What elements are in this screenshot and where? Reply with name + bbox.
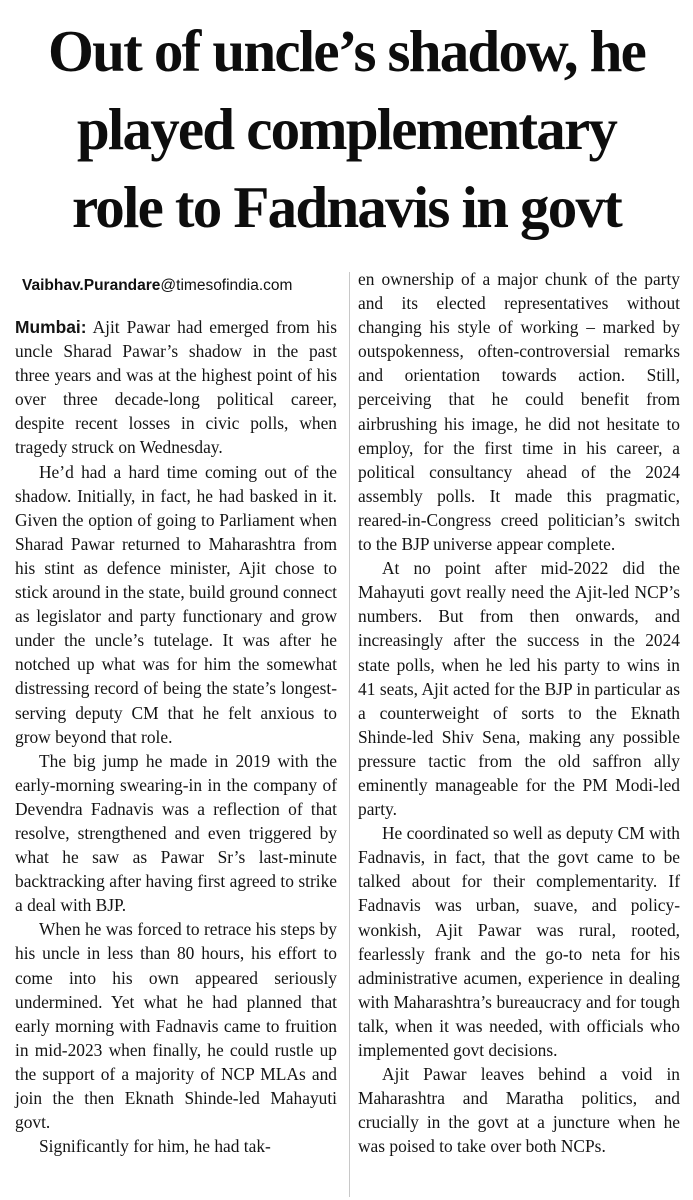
paragraph: He coordinated so well as deputy CM with Fadnavis, in fact, that the govt came to be talked about for their complementarity. If Fadnavis was urban, suave, and policy-wonkish, Ajit Pawar was rural, rooted, fearlessly frank and the go-to neta for his administrative acumen, experience in dealing with Maharashtra’s bureaucracy and for tough talk, when it was needed, with officials who implemented govt decisions.	[358, 823, 681, 1060]
paragraph: When he was forced to retrace his steps by his uncle in less than 80 hours, his effort to come into his own appeared seriously undermined. Yet what he had planned that early morning with Fadnavis came to fruition in mid-2023 when finally, he could rustle up the support of a majority of NCP MLAs and join the then Eknath Shinde-led Mahayuti govt.	[15, 919, 337, 1133]
paragraph	[15, 315, 337, 460]
paragraph: Ajit Pawar leaves behind a void in Maharashtra and Maratha politics, and crucially in the govt at a juncture when he was poised to take over both NCPs.	[358, 1064, 680, 1157]
paragraph: At no point after mid-2022 did the Mahayuti govt really need the Ajit-led NCP’s numbers. But from then onwards, and increasingly after the success in the 2024 state polls, when he led his party to wins in 41 seats, Ajit acted for the BJP in particular as a counterweight of sorts to the Eknath Shinde-led Shiv Sena, making any possible pressure tactic from the old saffron ally eminently manageable for the PM Modi-led party.	[358, 558, 680, 820]
byline-name: Vaibhav.Purandare	[22, 277, 161, 294]
headline-line: role to Fadnavis in govt	[71, 174, 622, 240]
headline-line: Out of uncle’s shadow, he	[48, 18, 645, 84]
dateline: Mumbai:	[15, 317, 87, 337]
right-column	[358, 267, 680, 1158]
byline-email-domain: @timesofindia.com	[160, 277, 293, 294]
column-divider	[349, 272, 350, 1197]
headline	[0, 12, 693, 246]
paragraph-text: Ajit Pawar had emerged from his uncle Sharad Pawar’s shadow in the past three years and was at the highest point of his over three decade-long political career, despite recent losses in civic polls, when tragedy struck on Wednesday.	[15, 317, 338, 458]
paragraph: Significantly for him, he had tak-	[39, 1136, 271, 1157]
left-column	[15, 315, 337, 1158]
byline	[22, 277, 292, 295]
paragraph: The big jump he made in 2019 with the early-morning swearing-in in the company of Devendra Fadnavis was a reflection of that resolve, strengthened and even triggered by what he saw as Pawar Sr’s last-minute backtracking after having first agreed to strike a deal with BJP.	[15, 750, 337, 916]
headline-line: played complementary	[76, 96, 617, 162]
paragraph-continuation: en ownership of a major chunk of the party and its elected representatives without changing his style of working – marked by outspokenness, often-controversial remarks and orientation towards action. Still, perceiving that he could benefit from airbrushing his image, he did not hesitate to employ, for the first time in his career, a political consultancy ahead of the 2024 assembly polls. It made this pragmatic, reared-in-Congress creed politician’s switch to the BJP universe appear complete.	[358, 269, 680, 555]
paragraph: He’d had a hard time coming out of the shadow. Initially, in fact, he had basked in it. Given the option of going to Parliament when Sharad Pawar returned to Maharashtra from his stint as defence minister, Ajit chose to stick around in the state, build ground connect as legislator and party functionary and grow under the uncle’s tutelage. It was after he notched up what was for him the somewhat distressing record of being the state’s longest-serving deputy CM that he felt anxious to grow beyond that role.	[15, 461, 337, 747]
